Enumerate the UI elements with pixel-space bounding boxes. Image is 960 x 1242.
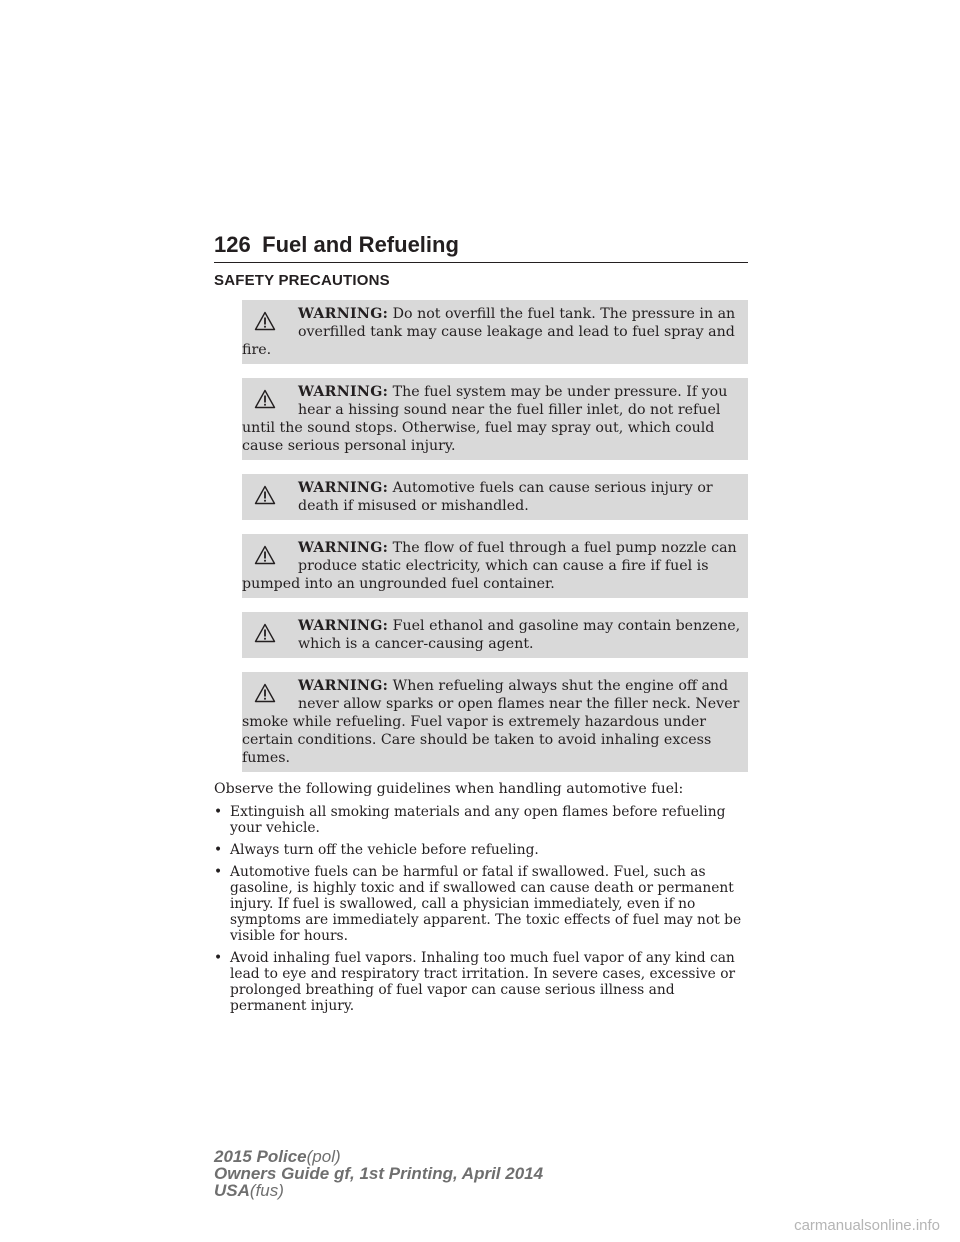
warning-body: Do not overfill the fuel tank. The pressure in an overfilled tank may cause leakage and lead to fuel spray and fire.	[242, 306, 736, 358]
footer-model: 2015 Police	[214, 1147, 307, 1166]
list-item-text: Always turn off the vehicle before refueling.	[230, 842, 539, 858]
warning-box	[242, 672, 748, 772]
warning-label: WARNING:	[298, 678, 389, 694]
warning-text	[242, 617, 742, 653]
warning-label: WARNING:	[298, 384, 389, 400]
warning-triangle-icon	[254, 623, 276, 643]
warning-body: The flow of fuel through a fuel pump nozzle can produce static electricity, which can cause a fire if fuel is pumped into an ungrounded fuel container.	[242, 540, 737, 592]
warning-text	[242, 539, 742, 593]
warning-text	[242, 383, 742, 455]
footer-model-code: (pol)	[306, 1147, 341, 1166]
warning-body: The fuel system may be under pressure. If you hear a hissing sound near the fuel filler inlet, do not refuel until the sound stops. Otherwise, fuel may spray out, which could cause serious personal injury.	[242, 384, 728, 454]
footer-line-1	[214, 1148, 543, 1165]
warning-box	[242, 534, 748, 598]
warning-text	[242, 479, 742, 515]
chapter-title: Fuel and Refueling	[262, 232, 459, 257]
warning-triangle-icon	[254, 389, 276, 409]
footer	[214, 1148, 543, 1199]
page-content	[214, 272, 748, 1020]
warning-body: Automotive fuels can cause serious injury or death if misused or mishandled.	[298, 480, 713, 514]
footer-market: USA	[214, 1181, 250, 1200]
warning-triangle-icon	[254, 545, 276, 565]
warning-label: WARNING:	[298, 540, 389, 556]
bullet: •	[214, 804, 223, 820]
list-item	[214, 804, 748, 836]
list-item	[214, 842, 748, 858]
list-item-text: Automotive fuels can be harmful or fatal if swallowed. Fuel, such as gasoline, is highly toxic and if swallowed can cause death or permanent injury. If fuel is swallowed, call a physician immediately, even if no symptoms are immediately apparent. The toxic effects of fuel may not be visible for hours.	[230, 864, 742, 944]
section-heading: SAFETY PRECAUTIONS	[214, 272, 390, 289]
warning-triangle-icon	[254, 311, 276, 331]
warning-body: When refueling always shut the engine off and never allow sparks or open flames near the filler neck. Never smoke while refueling. Fuel vapor is extremely hazardous under certain conditions. Care should be taken to avoid inhaling excess fumes.	[242, 678, 740, 766]
bullet: •	[214, 842, 223, 858]
footer-line-2	[214, 1165, 543, 1182]
bullet: •	[214, 950, 223, 966]
warning-triangle-icon	[254, 683, 276, 703]
list-item	[214, 950, 748, 1014]
page-number: 126	[214, 232, 251, 257]
list-item-text: Extinguish all smoking materials and any open flames before refueling your vehicle.	[230, 804, 726, 836]
footer-guide-info: Owners Guide gf, 1st Printing, April 2014	[214, 1164, 544, 1183]
watermark: carmanualsonline.info	[794, 1217, 940, 1234]
warning-box	[242, 378, 748, 460]
footer-line-3	[214, 1182, 543, 1199]
guidelines-intro: Observe the following guidelines when handling automotive fuel:	[214, 781, 684, 797]
page-header	[214, 232, 748, 263]
warning-triangle-icon	[254, 485, 276, 505]
warning-label: WARNING:	[298, 480, 389, 496]
warning-text	[242, 677, 742, 767]
warning-label: WARNING:	[298, 618, 389, 634]
footer-market-code: (fus)	[249, 1181, 284, 1200]
list-item-text: Avoid inhaling fuel vapors. Inhaling too much fuel vapor of any kind can lead to eye and respiratory tract irritation. In severe cases, excessive or prolonged breathing of fuel vapor can cause serious illness and permanent injury.	[230, 950, 736, 1014]
bullet: •	[214, 864, 223, 880]
guidelines-list	[214, 804, 748, 1014]
warning-box	[242, 612, 748, 658]
warning-box	[242, 300, 748, 364]
list-item	[214, 864, 748, 944]
warning-body: Fuel ethanol and gasoline may contain benzene, which is a cancer-causing agent.	[298, 618, 741, 652]
warning-label: WARNING:	[298, 306, 389, 322]
warning-text	[242, 305, 742, 359]
warning-box	[242, 474, 748, 520]
